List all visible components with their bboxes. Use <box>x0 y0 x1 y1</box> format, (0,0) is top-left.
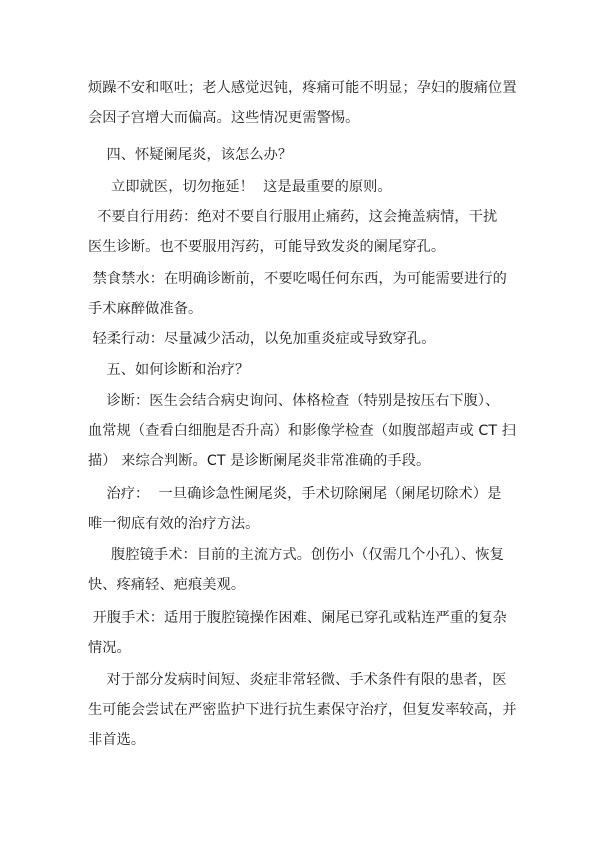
paragraph-treatment <box>88 479 508 539</box>
text-line: 生可能会尝试在严密监护下进行抗生素保守治疗，但复发率较高，并 <box>88 702 517 718</box>
text-line: 情况。 <box>88 640 131 656</box>
text-line: 对于部分发病时间短、炎症非常轻微、手术条件有限的患者，医 <box>88 672 507 688</box>
section-heading-5 <box>88 355 508 385</box>
paragraph-diagnosis <box>88 386 517 476</box>
paragraph-antibiotic-option <box>88 665 517 755</box>
text-line: 血常规（查看白细胞是否升高）和影像学检查（如腹部超声或 CT 扫 <box>88 423 517 439</box>
text-line: 禁食禁水：在明确诊断前，不要吃喝任何东西，为可能需要进行的 <box>88 271 507 287</box>
paragraph-fasting <box>88 264 508 324</box>
text-line: 唯一彻底有效的治疗方法。 <box>88 516 260 532</box>
paragraph-symptom-notes <box>88 73 517 133</box>
paragraph-open-surgery <box>88 603 508 663</box>
text-line: 快、疼痛轻、疤痕美观。 <box>88 577 246 593</box>
text-line: 开腹手术：适用于腹腔镜操作困难、阑尾已穿孔或粘连严重的复杂 <box>88 610 507 626</box>
text-line: 烦躁不安和呕吐；老人感觉迟钝，疼痛可能不明显；孕妇的腹痛位置 <box>88 80 517 96</box>
text-line: 诊断：医生会结合病史询问、体格检查（特别是按压右下腹）、 <box>88 393 500 409</box>
paragraph-gentle-activity <box>88 324 508 354</box>
paragraph-see-doctor <box>88 172 508 202</box>
text-line: 治疗： 一旦确诊急性阑尾炎，手术切除阑尾（阑尾切除术）是 <box>88 486 502 502</box>
section-heading-4 <box>88 140 508 170</box>
text-line: 立即就医，切勿拖延！ 这是最重要的原则。 <box>88 179 392 195</box>
paragraph-laparoscopy <box>88 540 508 600</box>
text-line: 医生诊断。也不要服用泻药，可能导致发炎的阑尾穿孔。 <box>88 239 446 255</box>
text-line: 描） 来综合判断。CT 是诊断阑尾炎非常准确的手段。 <box>88 453 431 469</box>
heading-text: 四、怀疑阑尾炎，该怎么办？ <box>88 147 293 163</box>
text-line: 腹腔镜手术：目前的主流方式。创伤小（仅需几个小孔）、恢复 <box>88 547 505 563</box>
paragraph-no-self-medication <box>88 202 508 262</box>
text-line: 轻柔行动：尽量减少活动，以免加重炎症或导致穿孔。 <box>88 331 436 347</box>
text-line: 不要自行用药：绝对不要自行服用止痛药，这会掩盖病情，干扰 <box>88 209 498 225</box>
text-line: 会因子宫增大而偏高。这些情况更需警惕。 <box>88 110 360 126</box>
heading-text: 五、如何诊断和治疗？ <box>88 362 250 378</box>
text-line: 手术麻醉做准备。 <box>88 301 203 317</box>
text-line: 非首选。 <box>88 732 146 748</box>
